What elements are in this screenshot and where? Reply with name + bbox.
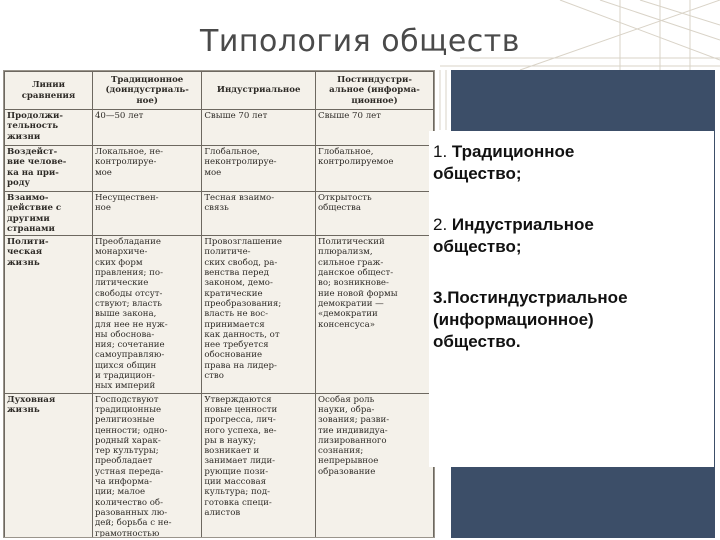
table-cell: 40—50 лет: [92, 110, 201, 146]
header-cell: Традиционное (доиндустриаль- ное): [92, 72, 201, 110]
table-cell: Особая роль науки, обра- зования; разви- тие индивидуа- лизированного сознания; непрерывное образование: [316, 393, 434, 538]
row-label: Продолжи- тельность жизни: [5, 110, 93, 146]
table-row: [5, 236, 434, 393]
table-cell: Господствуют традиционные религиозные ценности; одно- родный харак- тер культуры; преобладает устная переда- ча информа- ции; малое количество об- разованных лю- дей; борьба с не- грамотностью: [92, 393, 201, 538]
list-item-text: Индустриальное общество;: [433, 215, 594, 256]
slide-title: Типология обществ: [200, 24, 520, 59]
table-row: [5, 110, 434, 146]
list-item-number: 3.: [433, 288, 448, 307]
table-cell: Преобладание монархиче- ских форм правления; по- литические свободы отсут- ствуют; власть выше закона, для нее не нуж- ны обоснова- ния; сочетание самоуправляю- щихся общин и традицион- ных империй: [92, 236, 201, 393]
list-item-text: Традиционное общество;: [433, 142, 575, 183]
table-cell: Свыше 70 лет: [316, 110, 434, 146]
header-cell: Индустриальное: [202, 72, 316, 110]
list-item: [433, 214, 714, 258]
typology-table-image: [3, 70, 435, 538]
table-cell: Открытость общества: [316, 192, 434, 236]
table-header-row: [5, 72, 434, 110]
list-item: [433, 287, 714, 353]
row-label: Воздейст- вие челове- ка на при- роду: [5, 146, 93, 192]
typology-table: [4, 71, 434, 538]
society-types-list: [429, 141, 714, 353]
table-cell: Глобальное, контролируемое: [316, 146, 434, 192]
list-item-text: Постиндустриальное (информационное) общество.: [433, 288, 628, 351]
list-item: [433, 141, 714, 185]
society-types-list-box: [429, 131, 714, 467]
table-cell: Тесная взаимо- связь: [202, 192, 316, 236]
table-cell: Глобальное, неконтролируе- мое: [202, 146, 316, 192]
table-row: [5, 146, 434, 192]
table-row: [5, 192, 434, 236]
row-label: Взаимо- действие с другими странами: [5, 192, 93, 236]
table-cell: Утверждаются новые ценности прогресса, лич- ного успеха, ве- ры в науку; возникает и занимает лиди- рующие пози- ции массовая культура; под- готовка специ- алистов: [202, 393, 316, 538]
header-cell: Постиндустри- альное (информа- ционное): [316, 72, 434, 110]
header-cell: Линии сравнения: [5, 72, 93, 110]
list-item-number: 2.: [433, 215, 448, 234]
list-item-number: 1.: [433, 142, 448, 161]
table-cell: Провозглашение политиче- ских свобод, ра- венства перед законом, демо- кратические преобразования; власть не вос- принимается как данность, от нее требуется обоснование права на лидер- ство: [202, 236, 316, 393]
table-row: [5, 393, 434, 538]
row-label: Полити- ческая жизнь: [5, 236, 93, 393]
table-cell: Несуществен- ное: [92, 192, 201, 236]
table-cell: Локальное, не- контролируе- мое: [92, 146, 201, 192]
table-cell: Политический плюрализм, сильное граж- данское общест- во; возникнове- ние новой формы демократии — «демократии консенсуса»: [316, 236, 434, 393]
row-label: Духовная жизнь: [5, 393, 93, 538]
table-cell: Свыше 70 лет: [202, 110, 316, 146]
